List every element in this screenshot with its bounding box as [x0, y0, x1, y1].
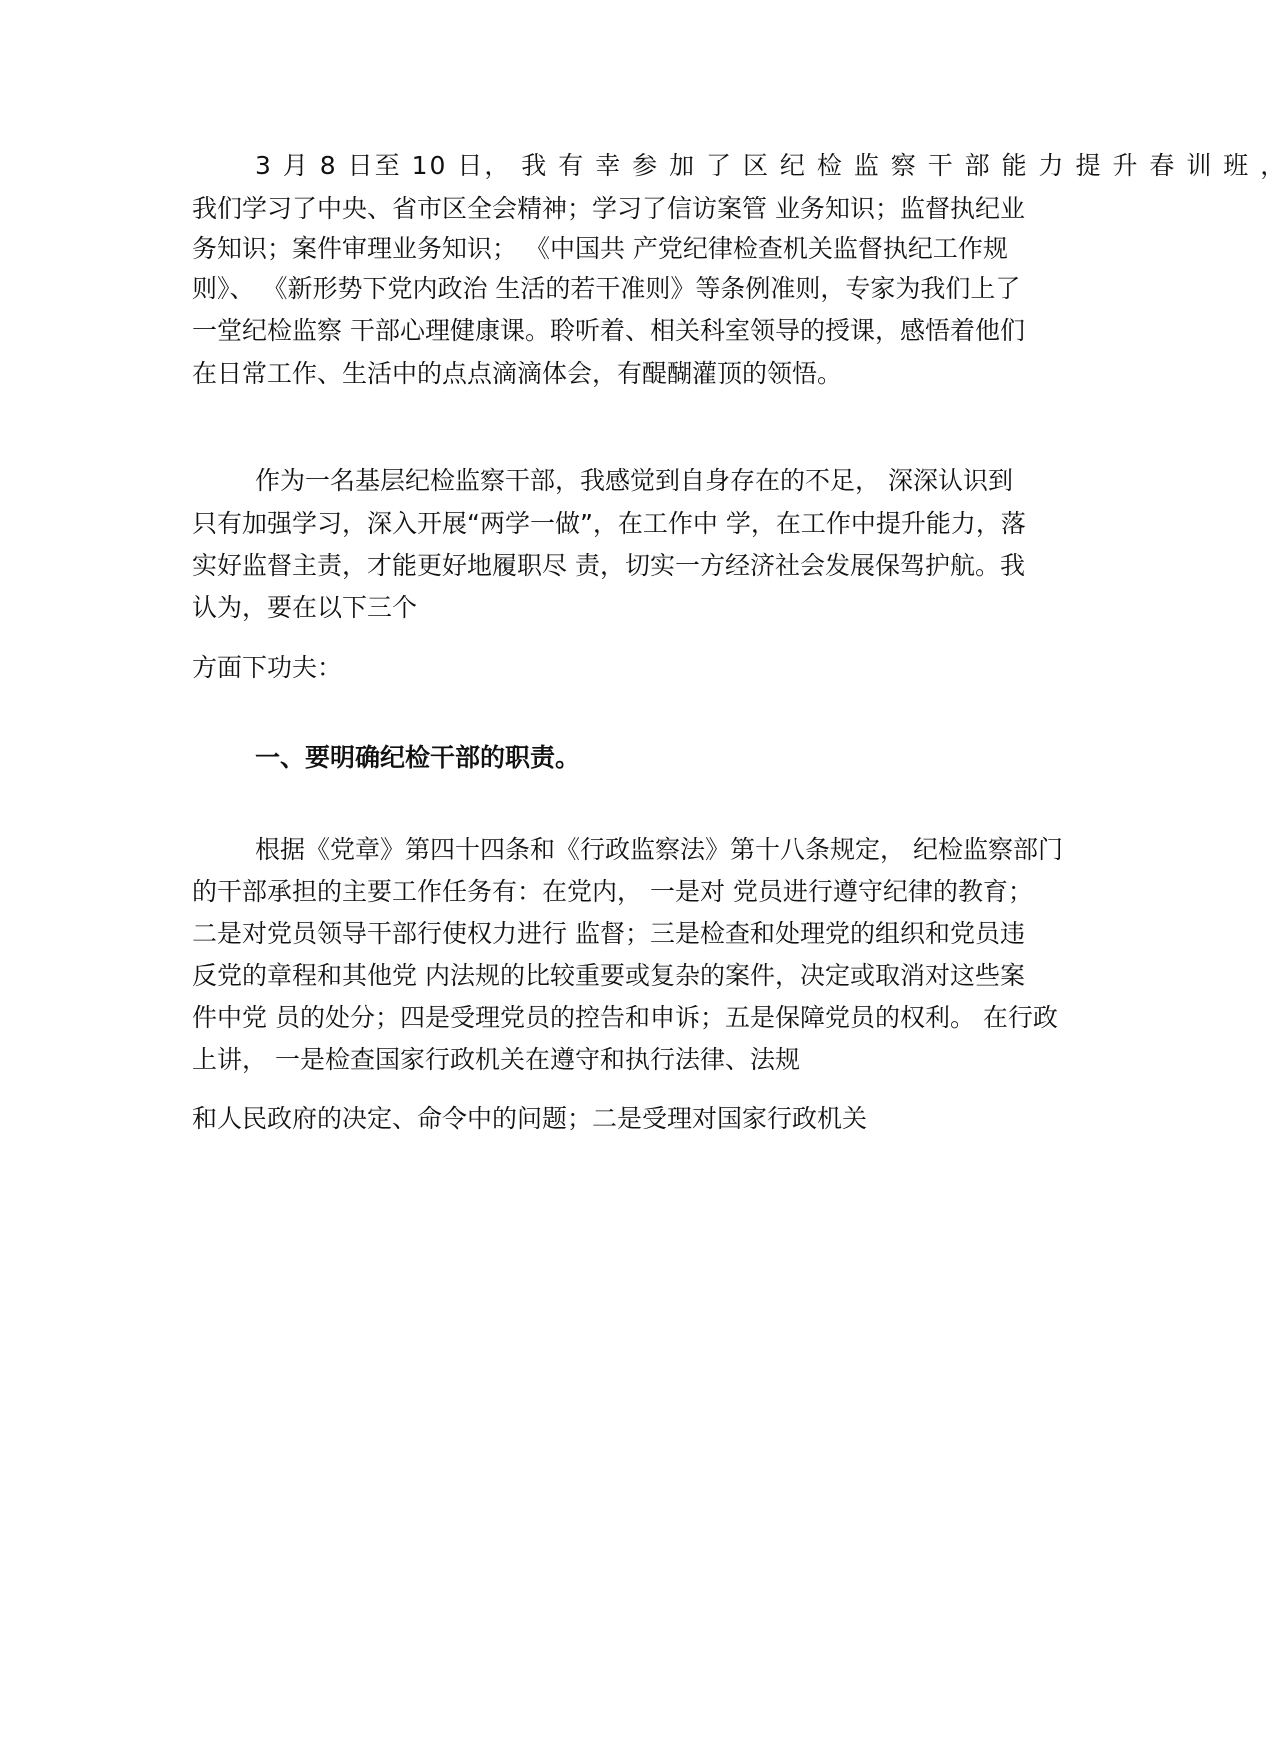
paragraph-2-line-2: 只有加强学习，深入开展“两学一做”，在工作中 学，在工作中提升能力，落 [192, 509, 1026, 538]
paragraph-3-line-7: 和人民政府的决定、命令中的问题；二是受理对国家行政机关 [192, 1104, 868, 1133]
paragraph-3-line-6: 上讲， 一是检查国家行政机关在遵守和执行法律、法规 [192, 1045, 800, 1074]
paragraph-2-line-4: 认为，要在以下三个 [192, 593, 418, 622]
paragraph-3-line-2: 的干部承担的主要工作任务有：在党内， 一是对 党员进行遵守纪律的教育； [192, 877, 1033, 906]
section-heading-1: 一、要明确纪检干部的职责。 [255, 743, 581, 772]
paragraph-1-line-5: 一堂纪检监察 干部心理健康课。聆听着、相关科室领导的授课，感悟着他们 [192, 316, 1025, 345]
paragraph-3-line-4: 反党的章程和其他党 内法规的比较重要或复杂的案件，决定或取消对这些案 [192, 961, 1025, 990]
paragraph-3-line-1: 根据《党章》第四十四条和《行政监察法》第十八条规定， 纪检监察部门 [255, 835, 1063, 864]
paragraph-1-line-6: 在日常工作、生活中的点点滴滴体会，有醍醐灌顶的领悟。 [192, 359, 843, 388]
paragraph-2-line-1: 作为一名基层纪检监察干部，我感觉到自身存在的不足， 深深认识到 [255, 466, 1013, 495]
paragraph-3-line-3: 二是对党员领导干部行使权力进行 监督；三是检查和处理党的组织和党员违 [192, 919, 1025, 948]
paragraph-2-line-3: 实好监督主责，才能更好地履职尽 责，切实一方经济社会发展保驾护航。我 [192, 551, 1025, 580]
paragraph-1-line-2: 我们学习了中央、省市区全会精神；学习了信访案管 业务知识；监督执纪业 [192, 194, 1025, 223]
paragraph-1-line-1: 3 月 8 日至 10 日， 我 有 幸 参 加 了 区 纪 检 监 察 干 部 能 力 提 升 春 训 班 ， [255, 151, 1287, 180]
paragraph-1-line-3: 务知识；案件审理业务知识； 《中国共 产党纪律检查机关监督执纪工作规 [192, 234, 1008, 263]
paragraph-1-line-4: 则》、 《新形势下党内政治 生活的若干准则》等条例准则，专家为我们上了 [192, 274, 1021, 303]
paragraph-2-line-5: 方面下功夫： [192, 653, 343, 682]
paragraph-3-line-5: 件中党 员的处分；四是受理党员的控告和申诉；五是保障党员的权利。 在行政 [192, 1003, 1058, 1032]
